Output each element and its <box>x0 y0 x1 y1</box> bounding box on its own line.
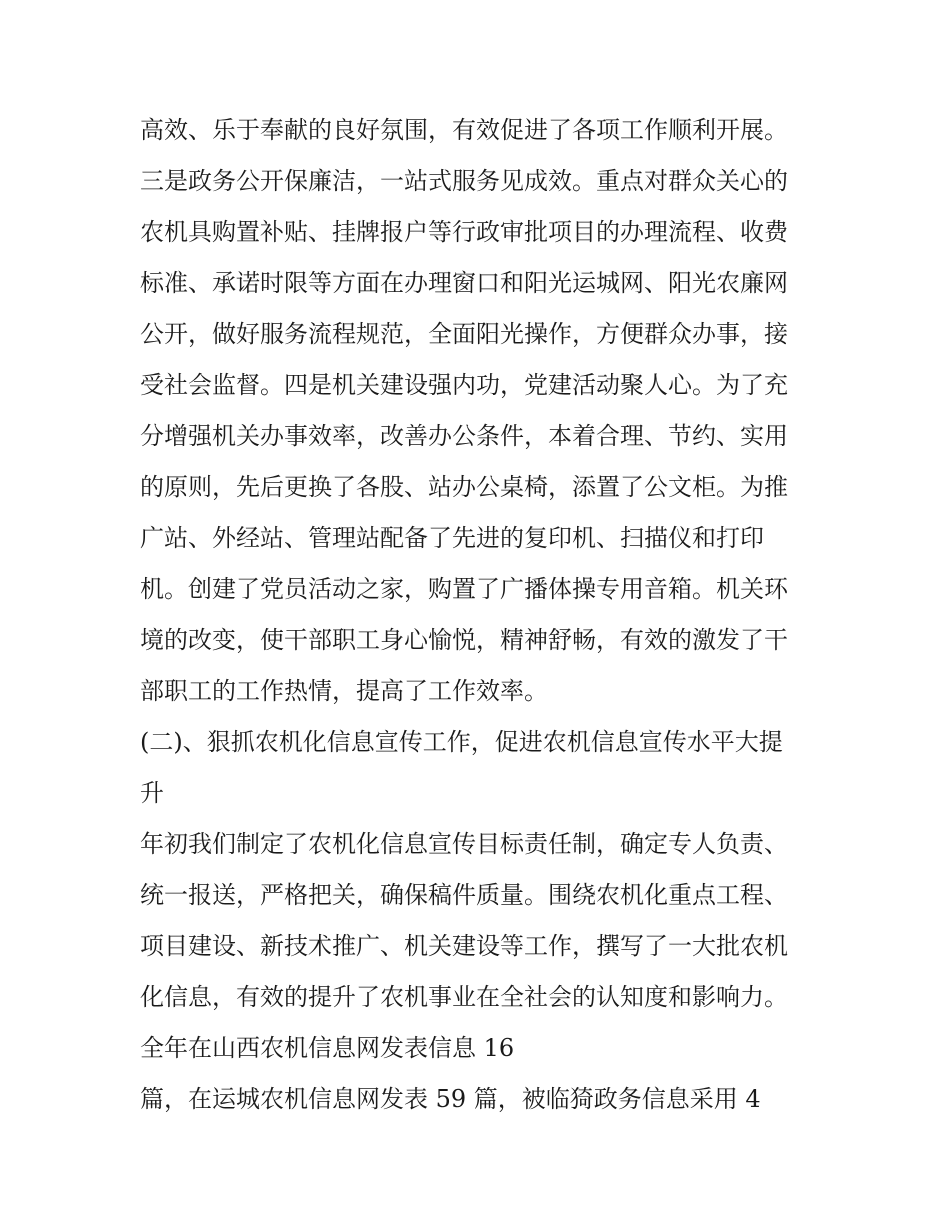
text-line: 篇，在运城农机信息网发表 59 篇，被临猗政务信息采用 4 <box>140 1085 761 1113</box>
section-heading: (二)、狠抓农机化信息宣传工作，促进农机信息宣传水平大提 <box>140 728 783 756</box>
text-line: 境的改变，使干部职工身心愉悦，精神舒畅，有效的激发了干 <box>140 626 788 654</box>
text-line: 部职工的工作热情，提高了工作效率。 <box>140 677 548 705</box>
text-line: 公开，做好服务流程规范，全面阳光操作，方便群众办事，接 <box>140 320 788 348</box>
text-line: 高效、乐于奉献的良好氛围，有效促进了各项工作顺利开展。 <box>140 116 788 144</box>
text-line: 化信息，有效的提升了农机事业在全社会的认知度和影响力。 <box>140 983 788 1011</box>
text-line: 分增强机关办事效率，改善办公条件，本着合理、节约、实用 <box>140 422 788 450</box>
text-line: 三是政务公开保廉洁，一站式服务见成效。重点对群众关心的 <box>140 167 788 195</box>
text-line: 全年在山西农机信息网发表信息 16 <box>140 1034 515 1062</box>
text-line: 广站、外经站、管理站配备了先进的复印机、扫描仪和打印 <box>140 524 764 552</box>
text-line: 统一报送，严格把关，确保稿件质量。围绕农机化重点工程、 <box>140 881 788 909</box>
section-heading-continued: 升 <box>140 779 164 807</box>
text-line: 项目建设、新技术推广、机关建设等工作，撰写了一大批农机 <box>140 932 788 960</box>
text-line: 的原则，先后更换了各股、站办公桌椅，添置了公文柜。为推 <box>140 473 788 501</box>
text-line: 农机具购置补贴、挂牌报户等行政审批项目的办理流程、收费 <box>140 218 788 246</box>
text-line: 标准、承诺时限等方面在办理窗口和阳光运城网、阳光农廉网 <box>140 269 788 297</box>
text-line: 年初我们制定了农机化信息宣传目标责任制，确定专人负责、 <box>140 830 788 858</box>
text-line: 机。创建了党员活动之家，购置了广播体操专用音箱。机关环 <box>140 575 788 603</box>
text-line: 受社会监督。四是机关建设强内功，党建活动聚人心。为了充 <box>140 371 788 399</box>
